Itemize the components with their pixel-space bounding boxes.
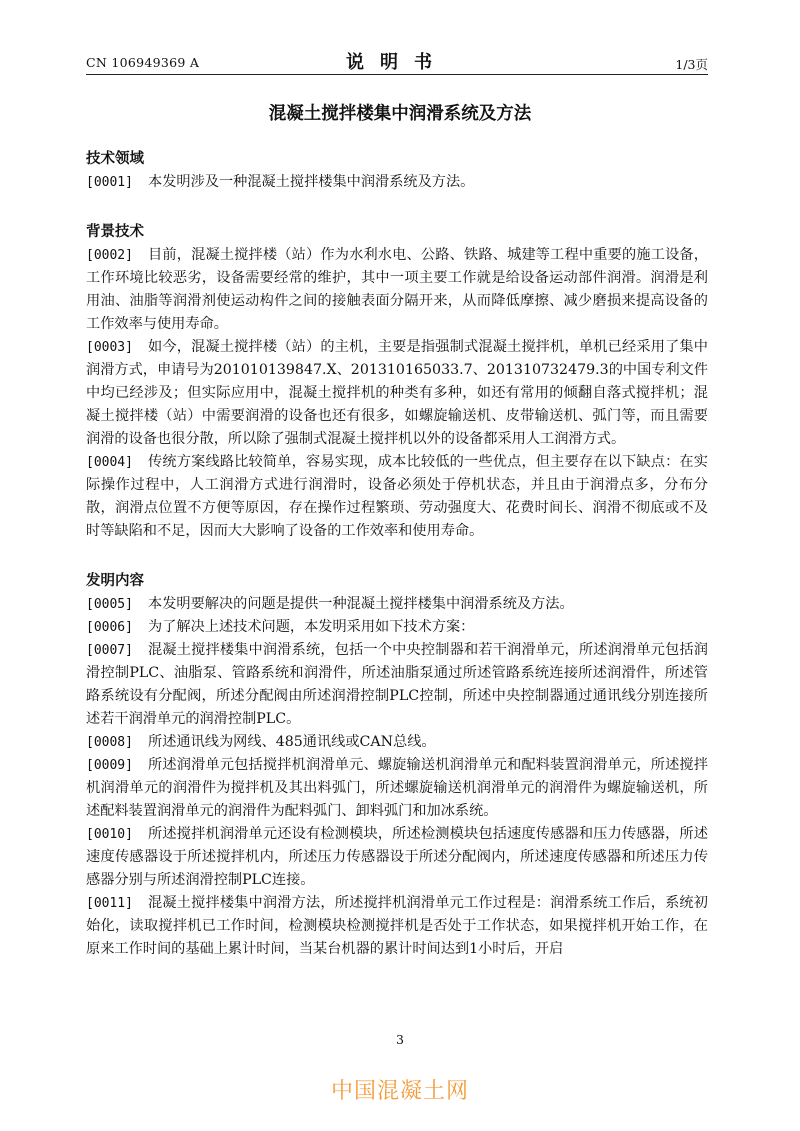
site-watermark: 中国混凝土网 (330, 1079, 469, 1104)
paragraph-number: [0009] (86, 758, 133, 773)
paragraph-number: [0005] (86, 597, 133, 612)
paragraph-0007 (86, 639, 708, 731)
paragraph-number: [0008] (86, 735, 133, 750)
paragraph-0005 (86, 593, 708, 616)
paragraph-text: 目前，混凝土搅拌楼（站）作为水利水电、公路、铁路、城建等工程中重要的施工设备，工作环境比较恶劣，设备需要经常的维护，其中一项主要工作就是给设备运动部件润滑。润滑是利用油、油脂等润滑剂使运动构件之间的接触表面分隔开来，从而降低摩擦、减少磨损来提高设备的工作效率与使用寿命。 (86, 247, 708, 332)
paragraph-number: [0002] (86, 248, 133, 263)
paragraph-0009 (86, 754, 708, 823)
paragraph-number: [0011] (86, 896, 133, 911)
paragraph-text: 本发明要解决的问题是提供一种混凝土搅拌楼集中润滑系统及方法。 (148, 596, 574, 612)
page-number: 3 (396, 1032, 404, 1047)
paragraph-text: 本发明涉及一种混凝土搅拌楼集中润滑系统及方法。 (148, 174, 475, 190)
paragraph-number: [0010] (86, 827, 133, 842)
paragraph-text: 混凝土搅拌楼集中润滑系统，包括一个中央控制器和若干润滑单元，所述润滑单元包括润滑控制PLC、油脂泵、管路系统和润滑件，所述油脂泵通过所述管路系统连接所述润滑件，所述管路系统设有分配阀，所述分配阀由所述润滑控制PLC控制，所述中央控制器通过通讯线分别连接所述若干润滑单元的润滑控制PLC。 (86, 642, 708, 727)
paragraph-number: [0006] (86, 620, 133, 635)
paragraph-text: 混凝土搅拌楼集中润滑方法，所述搅拌机润滑单元工作过程是：润滑系统工作后，系统初始化，读取搅拌机已工作时间，检测模块检测搅拌机是否处于工作状态，如果搅拌机开始工作，在原来工作时间的基础上累计时间，当某台机器的累计时间达到1小时后，开启 (86, 895, 708, 957)
section-heading-summary: 发明内容 (86, 573, 144, 589)
document-body (86, 148, 708, 961)
page-header (86, 48, 708, 75)
paragraph-text: 所述通讯线为网线、485通讯线或CAN总线。 (148, 734, 436, 750)
paragraph-0010 (86, 823, 708, 892)
paragraph-text: 为了解决上述技术问题，本发明采用如下技术方案： (148, 619, 475, 635)
section-heading-background: 背景技术 (86, 224, 144, 240)
paragraph-0004 (86, 451, 708, 543)
paragraph-number: [0007] (86, 643, 133, 658)
section-heading-technical-field: 技术领域 (86, 151, 144, 167)
paragraph-0001 (86, 171, 708, 194)
paragraph-0003 (86, 336, 708, 451)
paragraph-text: 如今，混凝土搅拌楼（站）的主机，主要是指强制式混凝土搅拌机，单机已经采用了集中润滑方式，申请号为201010139847.X、201310165033.7、201310732479.3的中国专利文件中均已经涉及；但实际应用中，混凝土搅拌机的种类有多种，如还有常用的倾翻自落式搅拌机；混凝土搅拌楼（站）中需要润滑的设备也还有很多，如螺旋输送机、皮带输送机、弧门等，而且需要润滑的设备也很分散，所以除了强制式混凝土搅拌机以外的设备都采用人工润滑方式。 (86, 339, 709, 447)
paragraph-number: [0004] (86, 455, 133, 470)
paragraph-text: 所述搅拌机润滑单元还设有检测模块，所述检测模块包括速度传感器和压力传感器，所述速度传感器设于所述搅拌机内，所述压力传感器设于所述分配阀内，所述速度传感器和所述压力传感器分别与所述润滑控制PLC连接。 (86, 826, 708, 888)
paragraph-number: [0001] (86, 175, 133, 190)
document-number: CN 106949369 A (86, 55, 200, 70)
page-indicator: 1/3页 (675, 57, 708, 72)
document-type: 说明书 (346, 52, 448, 73)
paragraph-0002 (86, 244, 708, 336)
paragraph-0011 (86, 892, 708, 961)
document-title: 混凝土搅拌楼集中润滑系统及方法 (268, 104, 532, 124)
paragraph-text: 所述润滑单元包括搅拌机润滑单元、螺旋输送机润滑单元和配料装置润滑单元，所述搅拌机润滑单元的润滑件为搅拌机及其出料弧门，所述螺旋输送机润滑单元的润滑件为螺旋输送机，所述配料装置润滑单元的润滑件为配料弧门、卸料弧门和加冰系统。 (86, 757, 708, 819)
paragraph-0008 (86, 731, 708, 754)
paragraph-number: [0003] (86, 340, 133, 355)
paragraph-0006 (86, 616, 708, 639)
paragraph-text: 传统方案线路比较简单，容易实现，成本比较低的一些优点，但主要存在以下缺点：在实际操作过程中，人工润滑方式进行润滑时，设备必须处于停机状态，并且由于润滑点多，分布分散，润滑点位置不方便等原因，存在操作过程繁琐、劳动强度大、花费时间长、润滑不彻底或不及时等缺陷和不足，因而大大影响了设备的工作效率和使用寿命。 (86, 454, 708, 539)
